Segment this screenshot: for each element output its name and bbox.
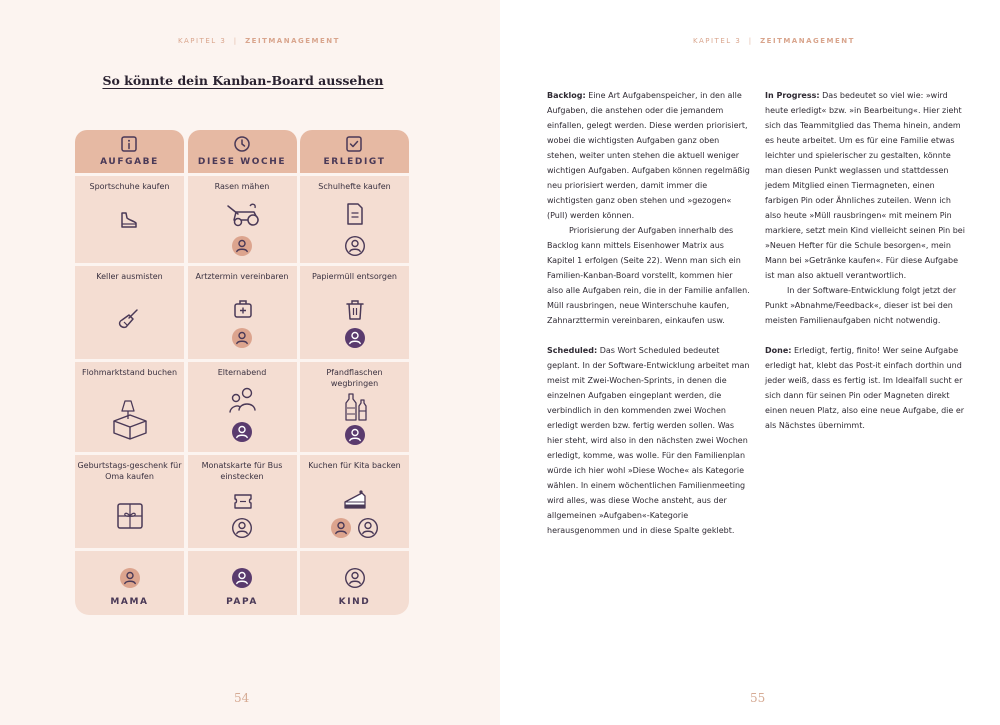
task-card — [75, 176, 184, 263]
paragraph-text: Das Wort Scheduled bedeutet geplant. In der Software-Entwicklung arbeitet man meist mit Zwei-Wochen-Sprints, in denen die einzelnen Aufgaben eingeplant werden, die verbindlich in den kommenden zwei Wochen erledigt werden bzw. fertig werden sollen. Was hier steht, wird also in den nächsten zwei Wochen erledigt, komme, was wolle. Für den Familienplan würde ich hier wohl »Diese Woche« als Kategorie wählen. In einem wöchentlichen Familienmeeting wird alles, was diese Woche ansteht, aus der allgemeinen »Aufgaben«-Kategorie herausgenommen und in diese Spalte geklebt. — [547, 346, 750, 535]
column-header — [300, 130, 409, 173]
paragraph-backlog — [547, 88, 750, 223]
legend-papa — [188, 551, 297, 615]
ticket-icon — [232, 491, 254, 513]
assignee-kind — [358, 518, 378, 538]
paragraph-priorisierung — [547, 223, 750, 328]
legend-label: MAMA — [110, 597, 149, 607]
gift-icon — [115, 501, 145, 531]
lawnmower-icon — [224, 198, 262, 228]
column-diese-woche — [188, 130, 297, 615]
paragraph-text: Das bedeutet so viel wie: »wird heute erledigt« bzw. »in Bearbeitung«. Hier zieht sich das Teammitglied das Thema hinein, andem es heute arbeitet. Um es für eine Familie etwas leichter und spielerischer zu gestalten, könnte man diesen Punkt weglassen und stattdessen jedem Mitglied einen Tiermagneten, einen farbigen Pin oder Ähnliches zuteilen. Wenn ich also heute »Müll rausbringen« mit meinem Pin markiere, setzt mein Kind vielleicht seinen Pin bei »Neuen Hefter für die Schule besorgen«, mein Mann bei »Getränke kaufen«. Für diese Aufgabe ist man also aktuell verantwortlich. — [765, 91, 965, 280]
broom-icon — [116, 306, 142, 332]
term-backlog: Backlog: — [547, 91, 586, 100]
legend-label: PAPA — [226, 597, 258, 607]
clock-icon — [233, 135, 251, 153]
assignee-papa — [345, 328, 365, 348]
legend-label: KIND — [338, 597, 371, 607]
task-label: Keller ausmisten — [96, 272, 163, 281]
notebook-icon — [344, 202, 366, 226]
chapter-label: KAPITEL 3 — [178, 37, 227, 45]
paragraph-in-progress — [765, 88, 968, 283]
column-header — [75, 130, 184, 173]
page-number-left: 54 — [234, 691, 250, 705]
term-scheduled: Scheduled: — [547, 346, 598, 355]
task-card — [300, 362, 409, 452]
legend-kind — [300, 551, 409, 615]
text-column-1 — [547, 88, 750, 538]
task-label: Schulhefte kaufen — [318, 182, 391, 191]
task-label: Flohmarktstand buchen — [81, 368, 178, 377]
column-label: DIESE WOCHE — [197, 157, 287, 167]
paragraph-text: Priorisierung der Aufgaben innerhalb des Backlog kann mittels Eisenhower Matrix aus Kapitel 1 erfolgen (Seite 22). Wenn man sich ein Familien-Kanban-Board vorstellt, kommen hier also alle Aufgaben rein, die in der Familie anfallen. Müll rausbringen, neue Winterschuhe kaufen, Zahnarzttermin vereinbaren, einkaufen usw. — [547, 226, 750, 325]
board-title: So könnte dein Kanban-Board aussehen — [102, 73, 384, 88]
task-card — [300, 266, 409, 359]
column-aufgabe — [75, 130, 184, 615]
task-label: Monatskarte für Bus einstecken — [201, 461, 283, 481]
column-header — [188, 130, 297, 173]
task-card — [75, 455, 184, 548]
assignee-mama — [232, 328, 252, 348]
bottles-icon — [340, 391, 370, 423]
task-label: Kuchen für Kita backen — [308, 461, 401, 470]
task-card — [188, 455, 297, 548]
task-card — [75, 362, 184, 452]
right-page — [500, 0, 1000, 725]
task-label: Artztermin vereinbaren — [195, 272, 289, 281]
box-icon — [110, 397, 150, 441]
assignee-papa — [232, 422, 252, 442]
page-number-right: 55 — [750, 691, 766, 705]
cake-icon — [342, 488, 368, 512]
paragraph-abnahme — [765, 283, 968, 328]
task-card — [75, 266, 184, 359]
column-label: AUFGABE — [100, 157, 159, 167]
task-label: Rasen mähen — [214, 182, 270, 191]
trash-icon — [344, 298, 366, 322]
paragraph-text: In der Software-Entwicklung folgt jetzt der Punkt »Abnahme/Feedback«, dieser ist bei den meisten Familienaufgaben nicht notwendig. — [765, 286, 957, 325]
task-label: Geburtstags-geschenk für Oma kaufen — [77, 461, 182, 481]
paragraph-done — [765, 343, 968, 433]
task-label: Pfandflaschen wegbringen — [326, 368, 383, 388]
task-label: Papiermüll entsorgen — [312, 272, 397, 281]
chapter-title: ZEITMANAGEMENT — [245, 37, 340, 45]
task-card — [188, 362, 297, 452]
kanban-board — [75, 130, 409, 615]
task-card — [188, 266, 297, 359]
assignee-kind — [345, 236, 365, 256]
running-head-right: KAPITEL 3 | ZEITMANAGEMENT — [693, 37, 855, 45]
text-column-2 — [765, 88, 968, 433]
legend-mama — [75, 551, 184, 615]
column-label: ERLEDIGT — [323, 157, 386, 167]
avatar — [345, 568, 365, 588]
column-erledigt — [300, 130, 409, 615]
running-head-left: KAPITEL 3 | ZEITMANAGEMENT — [178, 37, 340, 45]
assignee-papa — [345, 425, 365, 445]
medical-bag-icon — [232, 298, 254, 320]
assignee-mama — [331, 518, 351, 538]
term-in-progress: In Progress: — [765, 91, 820, 100]
assignee-mama — [232, 236, 252, 256]
people-icon — [227, 386, 259, 414]
paragraph-scheduled — [547, 343, 750, 538]
chapter-title: ZEITMANAGEMENT — [760, 37, 855, 45]
avatar — [232, 568, 252, 588]
task-card — [300, 455, 409, 548]
checkbox-icon — [345, 135, 363, 153]
sneaker-icon — [117, 208, 141, 232]
paragraph-text: Erledigt, fertig, finito! Wer seine Aufgabe erledigt hat, klebt das Post-it einfach dorthin und jeder weiß, dass es fertig ist. Im Idealfall sucht er sich dann für seinen Pin oder Magneten direkt einen neuen Platz, also eine neue Aufgabe, die er als Nächstes übernimmt. — [765, 346, 965, 430]
paragraph-text: Eine Art Aufgabenspeicher, in den alle Aufgaben, die anstehen oder die jemandem einfallen, gelegt werden. Diese werden priorisiert, wobei die wichtigsten Aufgaben ganz oben stehen, weiter unten stehen die aktuell weniger wichtigen Aufgaben. Aufgaben können regelmäßig neu priorisiert werden, damit immer die wichtigsten ganz oben stehen und »gezogen« (Pull) werden können. — [547, 91, 750, 220]
chapter-label: KAPITEL 3 — [693, 37, 742, 45]
avatar — [120, 568, 140, 588]
task-card — [300, 176, 409, 263]
task-card — [188, 176, 297, 263]
info-icon — [120, 135, 138, 153]
task-label: Elternabend — [217, 368, 267, 377]
task-label: Sportschuhe kaufen — [89, 182, 170, 191]
term-done: Done: — [765, 346, 792, 355]
assignee-kind — [232, 518, 252, 538]
